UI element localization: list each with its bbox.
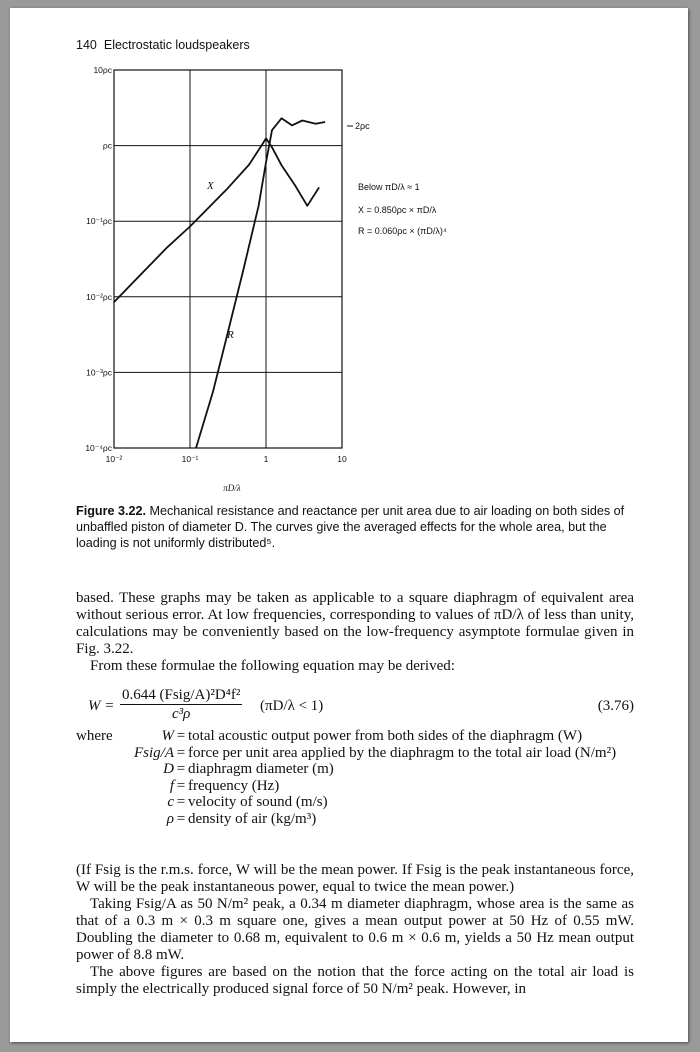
equation-lhs: W = xyxy=(88,698,115,714)
definition-text: density of air (kg/m³) xyxy=(188,810,317,827)
x-tick-label: 10⁻¹ xyxy=(181,454,199,464)
curve-label-x: X xyxy=(207,180,214,192)
y-tick-label: 10ρc xyxy=(93,65,112,75)
x-axis-label: πD/λ xyxy=(223,483,241,493)
definition-item xyxy=(134,794,636,811)
definition-symbol: ρ xyxy=(166,810,174,827)
definition-equals: = xyxy=(176,728,186,744)
asymptote-label: 2ρc xyxy=(355,121,370,131)
definition-item xyxy=(134,745,636,762)
y-tick-label: ρc xyxy=(102,140,112,151)
equation-fraction xyxy=(120,686,242,723)
chart-grid xyxy=(114,70,342,448)
definitions-list xyxy=(134,728,636,828)
paragraph-3: (If Fsig is the r.m.s. force, W will be the mean power. If Fsig is the peak instantaneous force, W will be the peak instantaneous power, equal to twice the mean power.) xyxy=(76,862,634,895)
series-line-x xyxy=(114,138,319,302)
paragraph-1: based. These graphs may be taken as applicable to a square diaphragm of equivalent area without serious error. At low frequencies, corresponding to values of πD/λ of less than unity, calculations may be conveniently based on the low-frequency asymptote formulae given in Fig. 3.22. xyxy=(76,590,634,657)
curve-label-r: R xyxy=(227,329,234,341)
x-tick-label: 10 xyxy=(337,454,347,464)
caption-text: Mechanical resistance and reactance per unit area due to air loading on both sides of unbaffled piston of diameter D. The curves give the averaged effects for the whole area, but the loading is not uniformly distributed⁵. xyxy=(76,504,625,550)
caption-label: Figure 3.22. xyxy=(76,504,146,518)
equation-numerator: 0.644 (Fsig/A)²D⁴f² xyxy=(122,687,241,703)
x-tick-label: 1 xyxy=(263,454,269,464)
definition-item xyxy=(134,778,636,795)
chart-curves xyxy=(114,118,325,448)
paragraph-5: The above figures are based on the notion that the force acting on the total air load is simply the electrically produced signal force of 50 N/m² peak. However, in xyxy=(76,964,634,997)
equation-3-76 xyxy=(76,686,634,730)
figure-caption xyxy=(76,503,636,551)
y-tick-labels xyxy=(85,65,112,453)
annotation-x-formula: X = 0.850ρc × πD/λ xyxy=(358,205,437,215)
definition-symbol: c xyxy=(167,794,174,811)
definition-symbol: f xyxy=(169,777,174,794)
x-tick-labels xyxy=(106,454,347,464)
definition-item xyxy=(134,728,636,745)
definition-equals: = xyxy=(176,744,186,761)
definition-text: diaphragm diameter (m) xyxy=(188,761,334,778)
impedance-chart xyxy=(10,8,688,498)
y-tick-label: 10⁻²ρc xyxy=(86,291,112,302)
definition-symbol: Fsig/A xyxy=(134,744,174,761)
paragraph-2: From these formulae the following equation may be derived: xyxy=(90,658,455,674)
definition-symbol: W xyxy=(161,728,174,744)
page-number: 140 xyxy=(76,38,97,52)
plot-frame xyxy=(114,70,342,448)
series-line-r xyxy=(196,118,325,448)
definition-equals: = xyxy=(176,810,186,827)
annotation-r-formula: R = 0.060ρc × (πD/λ)⁴ xyxy=(358,226,447,236)
x-tick-label: 10⁻² xyxy=(105,454,123,464)
definition-equals: = xyxy=(176,777,186,794)
definition-equals: = xyxy=(176,761,186,778)
equation-denominator: c³ρ xyxy=(172,706,191,722)
definition-text: total acoustic output power from both sides of the diaphragm (W) xyxy=(188,728,583,744)
equation-number: (3.76) xyxy=(597,698,634,714)
paragraph-4: Taking Fsig/A as 50 N/m² peak, a 0.34 m diameter diaphragm, whose area is the same as that of a 0.3 m × 0.3 m square one, gives a mean output power at 50 Hz of 0.55 mW. Doubling the diameter to 0.68 m, equivalent to 0.6 m × 0.6 m, yields a 50 Hz mean output power of 8.8 mW. xyxy=(76,896,634,963)
definition-item xyxy=(134,761,636,778)
y-tick-label: 10⁻³ρc xyxy=(86,367,112,378)
definition-equals: = xyxy=(176,794,186,811)
annotation-condition: Below πD/λ ≈ 1 xyxy=(358,182,420,192)
definition-item xyxy=(134,811,636,828)
equation-condition: (πD/λ < 1) xyxy=(260,698,324,714)
chapter-title: Electrostatic loudspeakers xyxy=(103,38,250,52)
book-page xyxy=(10,8,688,1042)
definition-symbol: D xyxy=(163,761,174,778)
y-tick-label: 10⁻⁴ρc xyxy=(85,443,112,453)
definition-text: velocity of sound (m/s) xyxy=(188,794,328,811)
definition-text: force per unit area applied by the diaphragm to the total air load (N/m²) xyxy=(188,744,617,761)
where-label: where xyxy=(76,728,113,744)
y-tick-label: 10⁻¹ρc xyxy=(86,216,112,227)
definition-text: frequency (Hz) xyxy=(188,777,280,794)
